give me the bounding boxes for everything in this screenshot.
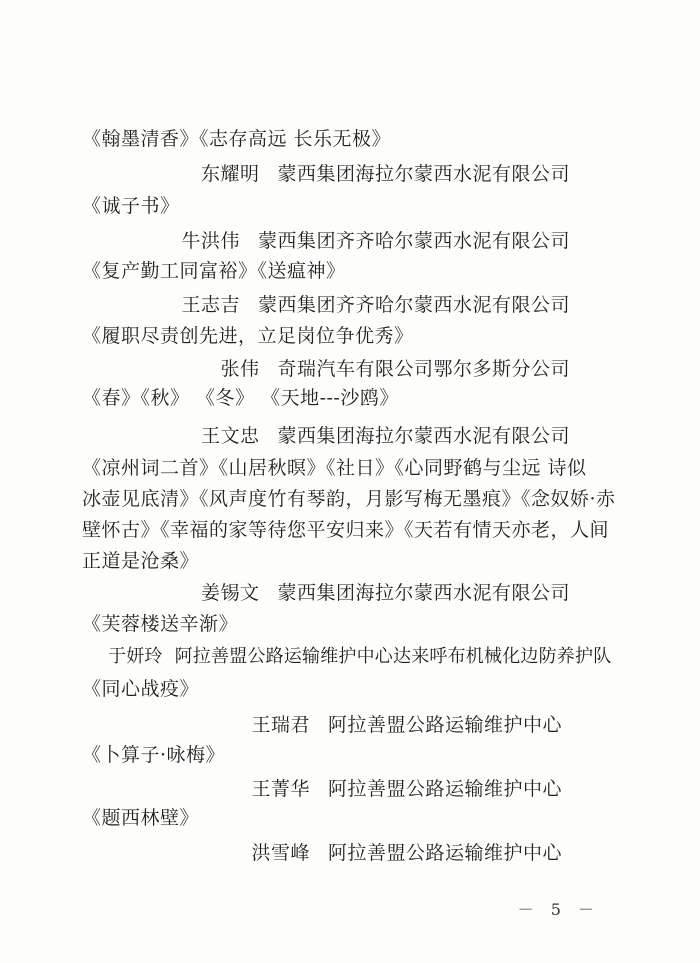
author-name: 姜锡文 [200, 582, 260, 604]
author-line [220, 357, 570, 381]
author-org: 蒙西集团齐齐哈尔蒙西水泥有限公司 [257, 294, 570, 316]
author-line [108, 645, 611, 669]
author-org: 蒙西集团海拉尔蒙西水泥有限公司 [277, 582, 570, 604]
author-org: 阿拉善盟公路运输维护中心 [327, 842, 562, 864]
author-line [251, 841, 562, 865]
works-line: 《履职尽责创先进，立足岗位争优秀》 [82, 325, 414, 347]
author-name: 东耀明 [200, 163, 260, 185]
author-name: 于妍玲 [108, 646, 163, 667]
author-name: 王菁华 [251, 778, 310, 800]
works-line: 壁怀古》《幸福的家等待您平安归来》《天若有情天亦老，人间 [82, 519, 610, 541]
author-line [251, 777, 562, 801]
author-line [201, 162, 570, 186]
page-number: － 5 － [517, 900, 600, 919]
author-name: 王志吉 [181, 294, 240, 316]
author-name: 牛洪伟 [181, 230, 240, 252]
author-name: 王文忠 [200, 425, 260, 447]
author-line [251, 713, 562, 737]
works-line: 《卜算子·咏梅》 [82, 744, 226, 766]
author-org: 蒙西集团齐齐哈尔蒙西水泥有限公司 [257, 230, 570, 252]
author-org: 蒙西集团海拉尔蒙西水泥有限公司 [277, 425, 570, 447]
works-line: 正道是沧桑》 [82, 550, 200, 572]
author-name: 张伟 [220, 358, 260, 380]
author-org: 阿拉善盟公路运输维护中心 [327, 778, 562, 800]
author-line [181, 293, 570, 317]
author-line [201, 424, 570, 448]
works-line: 《芙蓉楼送辛渐》 [82, 613, 239, 635]
author-org: 阿拉善盟公路运输维护中心达来呼布机械化边防养护队 [174, 646, 612, 667]
works-line: 《凉州词二首》《山居秋暝》《社日》《心同野鹤与尘远 诗似 [82, 457, 587, 479]
author-line [201, 581, 570, 605]
author-line [181, 229, 570, 253]
author-name: 王瑞君 [251, 714, 310, 736]
works-line: 《复产勤工同富裕》《送瘟神》 [82, 260, 346, 282]
author-name: 洪雪峰 [251, 842, 310, 864]
author-org: 蒙西集团海拉尔蒙西水泥有限公司 [277, 163, 570, 185]
author-org: 阿拉善盟公路运输维护中心 [327, 714, 562, 736]
works-line: 《同心战疫》 [82, 678, 200, 700]
works-line: 《题西林壁》 [82, 807, 200, 829]
works-line: 冰壶见底清》《风声度竹有琴韵，月影写梅无墨痕》《念奴娇·赤 [82, 488, 616, 510]
works-line: 《春》《秋》 《冬》 《天地---沙鸥》 [82, 387, 399, 409]
author-org: 奇瑞汽车有限公司鄂尔多斯分公司 [277, 358, 570, 380]
works-line: 《诚子书》 [82, 195, 180, 217]
works-line: 《翰墨清香》《志存高远 长乐无极》 [82, 128, 392, 150]
